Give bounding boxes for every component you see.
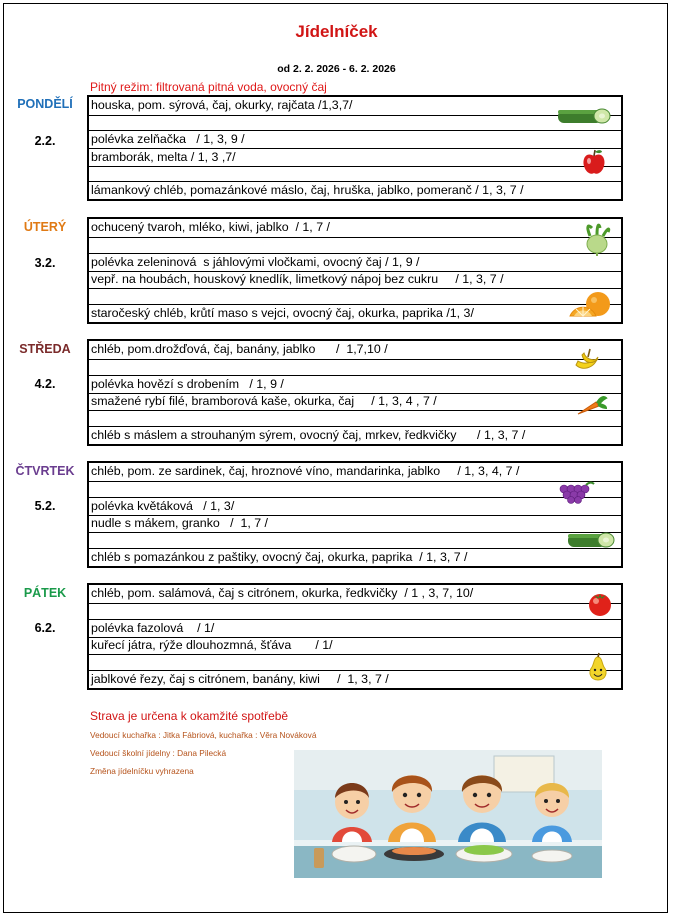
- drink-regime: Pitný režim: filtrovaná pitná voda, ovocný čaj: [90, 80, 327, 94]
- day-name-tuesday: ÚTERÝ: [23, 220, 67, 234]
- children-cooking-illustration: [294, 750, 602, 878]
- menu-box-friday: [87, 583, 623, 690]
- row-divider: [89, 130, 621, 131]
- row-divider: [89, 148, 621, 149]
- row-divider: [89, 426, 621, 427]
- menu-line: chléb s pomazánkou z paštiky, ovocný čaj, okurka, paprika / 1, 3, 7 /: [91, 550, 468, 564]
- row-divider: [89, 619, 621, 620]
- menu-line: lámankový chléb, pomazánkové máslo, čaj, hruška, jablko, pomeranč / 1, 3, 7 /: [91, 183, 524, 197]
- menu-line: nudle s mákem, granko / 1, 7 /: [91, 516, 268, 530]
- menu-line: polévka hovězí s drobením / 1, 9 /: [91, 377, 284, 391]
- cooks-note: Vedoucí kuchařka : Jitka Fábriová, kuchařka : Věra Nováková: [90, 730, 317, 740]
- date-range: od 2. 2. 2026 - 6. 2. 2026: [277, 63, 396, 75]
- cucumber-icon: [566, 528, 616, 552]
- row-divider: [89, 481, 621, 482]
- day-date-wednesday: 4.2.: [34, 377, 56, 391]
- menu-line: polévka zelňačka / 1, 3, 9 /: [91, 132, 245, 146]
- day-date-thursday: 5.2.: [34, 499, 56, 513]
- row-divider: [89, 237, 621, 238]
- carrot-icon: [574, 392, 608, 418]
- row-divider: [89, 410, 621, 411]
- menu-line: bramborák, melta / 1, 3 ,7/: [91, 150, 236, 164]
- menu-line: smažené rybí filé, bramborová kaše, okurka, čaj / 1, 3, 4 , 7 /: [91, 394, 437, 408]
- day-name-monday: PONDĚLÍ: [17, 97, 73, 111]
- day-name-wednesday: STŘEDA: [19, 342, 71, 356]
- apple-icon: [581, 148, 607, 176]
- row-divider: [89, 375, 621, 376]
- day-date-tuesday: 3.2.: [34, 256, 56, 270]
- row-divider: [89, 288, 621, 289]
- menu-line: kuřecí játra, rýže dlouhozmná, šťáva / 1/: [91, 638, 333, 652]
- menu-line: jablkové řezy, čaj s citrónem, banány, kiwi / 1, 3, 7 /: [91, 672, 389, 686]
- menu-line: chléb, pom. salámová, čaj s citrónem, okurka, ředkvičky / 1 , 3, 7, 10/: [91, 586, 474, 600]
- menu-line: polévka květáková / 1, 3/: [91, 499, 235, 513]
- orange-icon: [566, 290, 616, 320]
- row-divider: [89, 304, 621, 305]
- day-date-monday: 2.2.: [34, 134, 56, 148]
- kohlrabi-icon: [582, 222, 612, 256]
- page-title: Jídelníček: [295, 22, 378, 41]
- row-divider: [89, 181, 621, 182]
- row-divider: [89, 654, 621, 655]
- pear-icon: [584, 652, 612, 682]
- row-divider: [89, 670, 621, 671]
- row-divider: [89, 497, 621, 498]
- row-divider: [89, 603, 621, 604]
- canteen-head-note: Vedoucí školní jídelny : Dana Pilecká: [90, 748, 227, 758]
- menu-line: ochucený tvaroh, mléko, kiwi, jablko / 1, 7 /: [91, 220, 330, 234]
- row-divider: [89, 359, 621, 360]
- change-note: Změna jídelníčku vyhrazena: [90, 766, 194, 776]
- day-name-thursday: ČTVRTEK: [15, 464, 75, 478]
- menu-line: chléb s máslem a strouhaným sýrem, ovocný čaj, mrkev, ředkvičky / 1, 3, 7 /: [91, 428, 526, 442]
- menu-line: vepř. na houbách, houskový knedlík, limetkový nápoj bez cukru / 1, 3, 7 /: [91, 272, 504, 286]
- row-divider: [89, 166, 621, 167]
- banana-icon: [572, 345, 602, 373]
- consumption-notice: Strava je určena k okamžité spotřebě: [90, 709, 289, 723]
- grapes-icon: [556, 480, 596, 504]
- menu-line: polévka fazolová / 1/: [91, 621, 215, 635]
- row-divider: [89, 115, 621, 116]
- menu-line: polévka zeleninová s jáhlovými vločkami, ovocný čaj / 1, 9 /: [91, 255, 420, 269]
- menu-box-tuesday: [87, 217, 623, 324]
- menu-box-wednesday: [87, 339, 623, 446]
- menu-line: chléb, pom. ze sardinek, čaj, hroznové víno, mandarinka, jablko / 1, 3, 4, 7 /: [91, 464, 520, 478]
- day-date-friday: 6.2.: [34, 621, 56, 635]
- menu-line: chléb, pom.drožďová, čaj, banány, jablko / 1,7,10 /: [91, 342, 388, 356]
- menu-box-monday: [87, 95, 623, 201]
- row-divider: [89, 253, 621, 254]
- tomato-icon: [584, 589, 616, 617]
- row-divider: [89, 532, 621, 533]
- menu-box-thursday: [87, 461, 623, 568]
- row-divider: [89, 548, 621, 549]
- cucumber-icon: [556, 104, 612, 128]
- menu-line: houska, pom. sýrová, čaj, okurky, rajčata /1,3,7/: [91, 98, 353, 112]
- menu-line: staročeský chléb, krůtí maso s vejci, ovocný čaj, okurka, paprika /1, 3/: [91, 306, 474, 320]
- day-name-friday: PÁTEK: [23, 586, 67, 600]
